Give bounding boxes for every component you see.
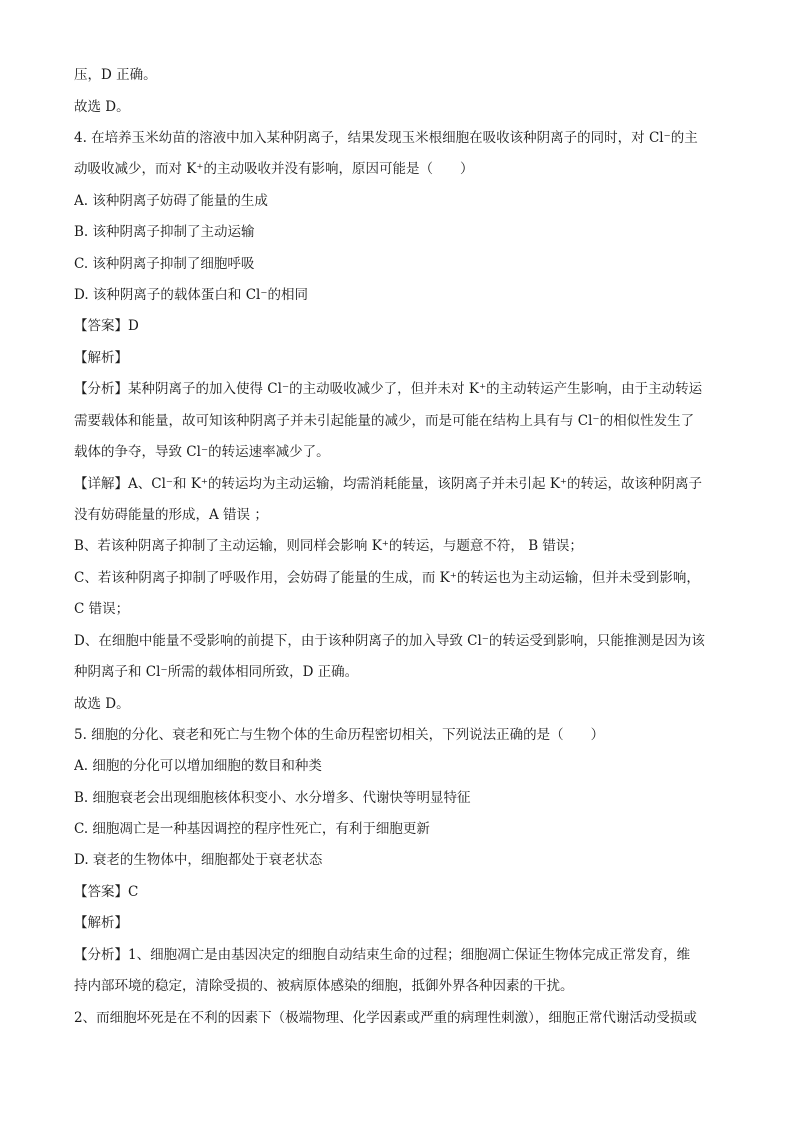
analysis-label: 【解析】	[74, 915, 128, 931]
detail-text: D、在细胞中能量不受影响的前提下，由于该种阴离子的加入导致 Cl⁻的转运受到影响，只能推测是因为该	[74, 633, 705, 649]
analysis-text: 载体的争夺，导致 Cl⁻的转运速率减少了。	[74, 444, 330, 460]
analysis-text: 2、而细胞坏死是在不利的因素下（极端物理、化学因素或严重的病理性刺激），细胞正常代谢活动受损或	[74, 1010, 697, 1026]
detail-text: 【详解】A、Cl⁻和 K⁺的转运均为主动运输，均需消耗能量，该阴离子并未引起 K⁺的转运，故该种阴离子	[74, 476, 703, 492]
detail-text: 种阴离子和 Cl⁻所需的载体相同所致，D 正确。	[74, 664, 359, 680]
detail-text: B、若该种阴离子抑制了主动运输，则同样会影响 K⁺的转运，与题意不符， B 错误；	[74, 538, 583, 554]
option-c: C. 该种阴离子抑制了细胞呼吸	[74, 256, 255, 272]
text-line: 压，D 正确。	[74, 67, 157, 83]
option-a: A. 该种阴离子妨碍了能量的生成	[74, 193, 268, 209]
option-d: D. 该种阴离子的载体蛋白和 Cl⁻的相同	[74, 287, 308, 303]
analysis-text: 【分析】某种阴离子的加入使得 Cl⁻的主动吸收减少了，但并未对 K⁺的主动转运产生影响，由于主动转运	[74, 381, 703, 397]
answer-label: 【答案】D	[74, 318, 139, 334]
analysis-text: 【分析】1、细胞凋亡是由基因决定的细胞自动结束生命的过程；细胞凋亡保证生物体完成正常发育，维	[74, 947, 691, 963]
question-4-stem: 4. 在培养玉米幼苗的溶液中加入某种阴离子，结果发现玉米根细胞在吸收该种阴离子的同时，对 Cl⁻的主	[74, 130, 698, 146]
option-a: A. 细胞的分化可以增加细胞的数目和种类	[74, 758, 322, 774]
text-line: 故选 D。	[74, 99, 130, 115]
text-line: 故选 D。	[74, 696, 130, 712]
answer-label: 【答案】C	[74, 884, 139, 900]
detail-text: C、若该种阴离子抑制了呼吸作用，会妨碍了能量的生成，而 K⁺的转运也为主动运输，但并未受到影响，	[74, 570, 700, 586]
detail-text: 没有妨碍能量的形成，A 错误 ；	[74, 507, 268, 523]
analysis-label: 【解析】	[74, 350, 128, 366]
analysis-text: 持内部环境的稳定，清除受损的、被病原体感染的细胞，抵御外界各种因素的干扰。	[74, 978, 574, 994]
analysis-text: 需要载体和能量，故可知该种阴离子并未引起能量的减少，而是可能在结构上具有与 Cl⁻的相似性发生了	[74, 413, 695, 429]
option-d: D. 衰老的生物体中，细胞都处于衰老状态	[74, 852, 323, 868]
option-c: C. 细胞凋亡是一种基因调控的程序性死亡，有利于细胞更新	[74, 821, 430, 837]
option-b: B. 细胞衰老会出现细胞核体积变小、水分增多、代谢快等明显特征	[74, 790, 471, 806]
detail-text: C 错误；	[74, 601, 130, 617]
question-5-stem: 5. 细胞的分化、衰老和死亡与生物个体的生命历程密切相关，下列说法正确的是（ ）	[74, 727, 605, 743]
option-b: B. 该种阴离子抑制了主动运输	[74, 224, 255, 240]
question-4-stem: 动吸收减少，而对 K⁺的主动吸收并没有影响，原因可能是（ ）	[74, 161, 474, 177]
